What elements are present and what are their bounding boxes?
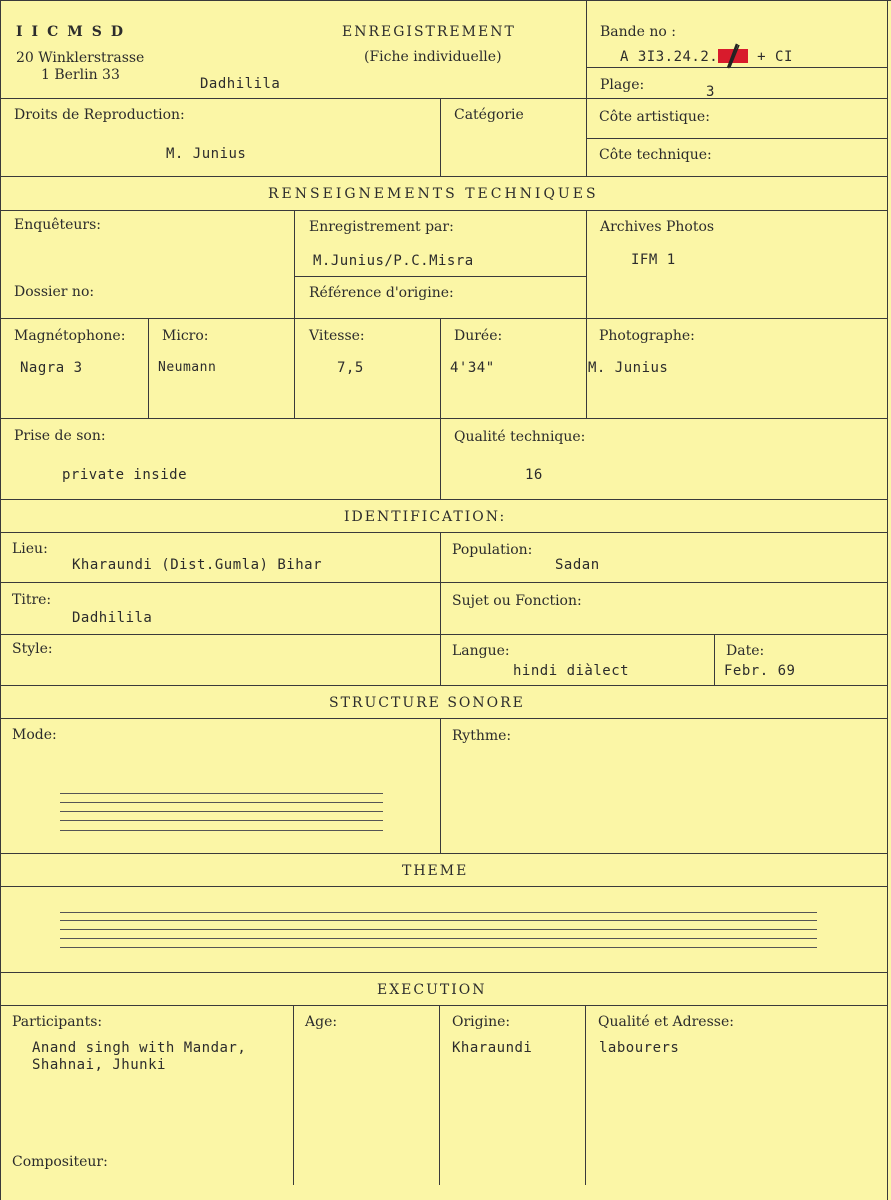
address-line2: 1 Berlin 33: [41, 67, 120, 83]
qualite-technique-value: 16: [525, 467, 543, 483]
categorie-label: Catégorie: [454, 107, 524, 123]
bande-label: Bande no :: [600, 24, 676, 40]
section-execution: EXECUTION: [377, 982, 487, 998]
rythme-label: Rythme:: [452, 728, 512, 744]
cote-artistique-label: Côte artistique:: [599, 109, 710, 125]
section-structure-sonore: STRUCTURE SONORE: [329, 695, 525, 711]
droits-label: Droits de Reproduction:: [14, 107, 185, 123]
population-label: Population:: [452, 542, 533, 558]
compositeur-label: Compositeur:: [12, 1154, 108, 1170]
org-logo: IICMSD: [16, 24, 132, 40]
magnetophone-value: Nagra 3: [20, 360, 83, 376]
photographe-label: Photographe:: [599, 328, 695, 344]
plage-value: 3: [706, 84, 715, 100]
sujet-fonction-label: Sujet ou Fonction:: [452, 593, 582, 609]
duree-value: 4'34": [450, 360, 495, 376]
photographe-value: M. Junius: [588, 360, 669, 376]
section-identification: IDENTIFICATION:: [344, 509, 507, 525]
participants-line1: Anand singh with Mandar,: [32, 1040, 247, 1056]
date-label: Date:: [726, 643, 765, 659]
lieu-label: Lieu:: [12, 541, 48, 557]
address-line1: 20 Winklerstrasse: [16, 50, 145, 66]
date-value: Febr. 69: [724, 663, 796, 679]
origine-label: Origine:: [452, 1014, 511, 1030]
plage-label: Plage:: [600, 77, 645, 93]
vitesse-value: 7,5: [337, 360, 364, 376]
lieu-value: Kharaundi (Dist.Gumla) Bihar: [72, 557, 323, 573]
mode-label: Mode:: [12, 727, 57, 743]
prise-de-son-value: private inside: [62, 467, 188, 483]
langue-label: Langue:: [452, 643, 510, 659]
qualite-adresse-label: Qualité et Adresse:: [598, 1014, 734, 1030]
age-label: Age:: [305, 1014, 338, 1030]
section-theme: THEME: [402, 863, 469, 879]
bande-value: [620, 49, 793, 65]
cote-technique-label: Côte technique:: [599, 147, 712, 163]
langue-value: hindi diàlect: [513, 663, 630, 679]
header-title-typed: Dadhilila: [200, 76, 281, 92]
magnetophone-label: Magnétophone:: [14, 328, 126, 344]
titre-label: Titre:: [12, 592, 52, 608]
enqueteurs-label: Enquêteurs:: [14, 217, 102, 233]
micro-value: Neumann: [158, 360, 217, 375]
participants-line2: Shahnai, Jhunki: [32, 1057, 166, 1073]
dossier-label: Dossier no:: [14, 284, 95, 300]
droits-value: M. Junius: [166, 146, 247, 162]
micro-label: Micro:: [162, 328, 209, 344]
titre-value: Dadhilila: [72, 610, 153, 626]
correction-mark: [718, 49, 748, 63]
archives-photos-value: IFM 1: [631, 252, 676, 268]
style-label: Style:: [12, 641, 53, 657]
bande-value-suffix: + CI: [757, 49, 793, 65]
duree-label: Durée:: [454, 328, 503, 344]
origine-value: Kharaundi: [452, 1040, 533, 1056]
form-title: ENREGISTREMENT: [342, 24, 516, 40]
population-value: Sadan: [555, 557, 600, 573]
prise-de-son-label: Prise de son:: [14, 428, 106, 444]
vitesse-label: Vitesse:: [309, 328, 365, 344]
reference-origine-label: Référence d'origine:: [309, 285, 454, 301]
participants-label: Participants:: [12, 1014, 103, 1030]
bande-value-prefix: A 3I3.24.2.: [620, 49, 719, 65]
section-renseignements-techniques: RENSEIGNEMENTS TECHNIQUES: [268, 186, 599, 202]
enregistrement-par-value: M.Junius/P.C.Misra: [313, 253, 474, 269]
qualite-adresse-value: labourers: [599, 1040, 680, 1056]
archives-photos-label: Archives Photos: [600, 219, 715, 235]
form-subtitle: (Fiche individuelle): [364, 49, 502, 65]
enregistrement-par-label: Enregistrement par:: [309, 219, 454, 235]
qualite-technique-label: Qualité technique:: [454, 429, 586, 445]
